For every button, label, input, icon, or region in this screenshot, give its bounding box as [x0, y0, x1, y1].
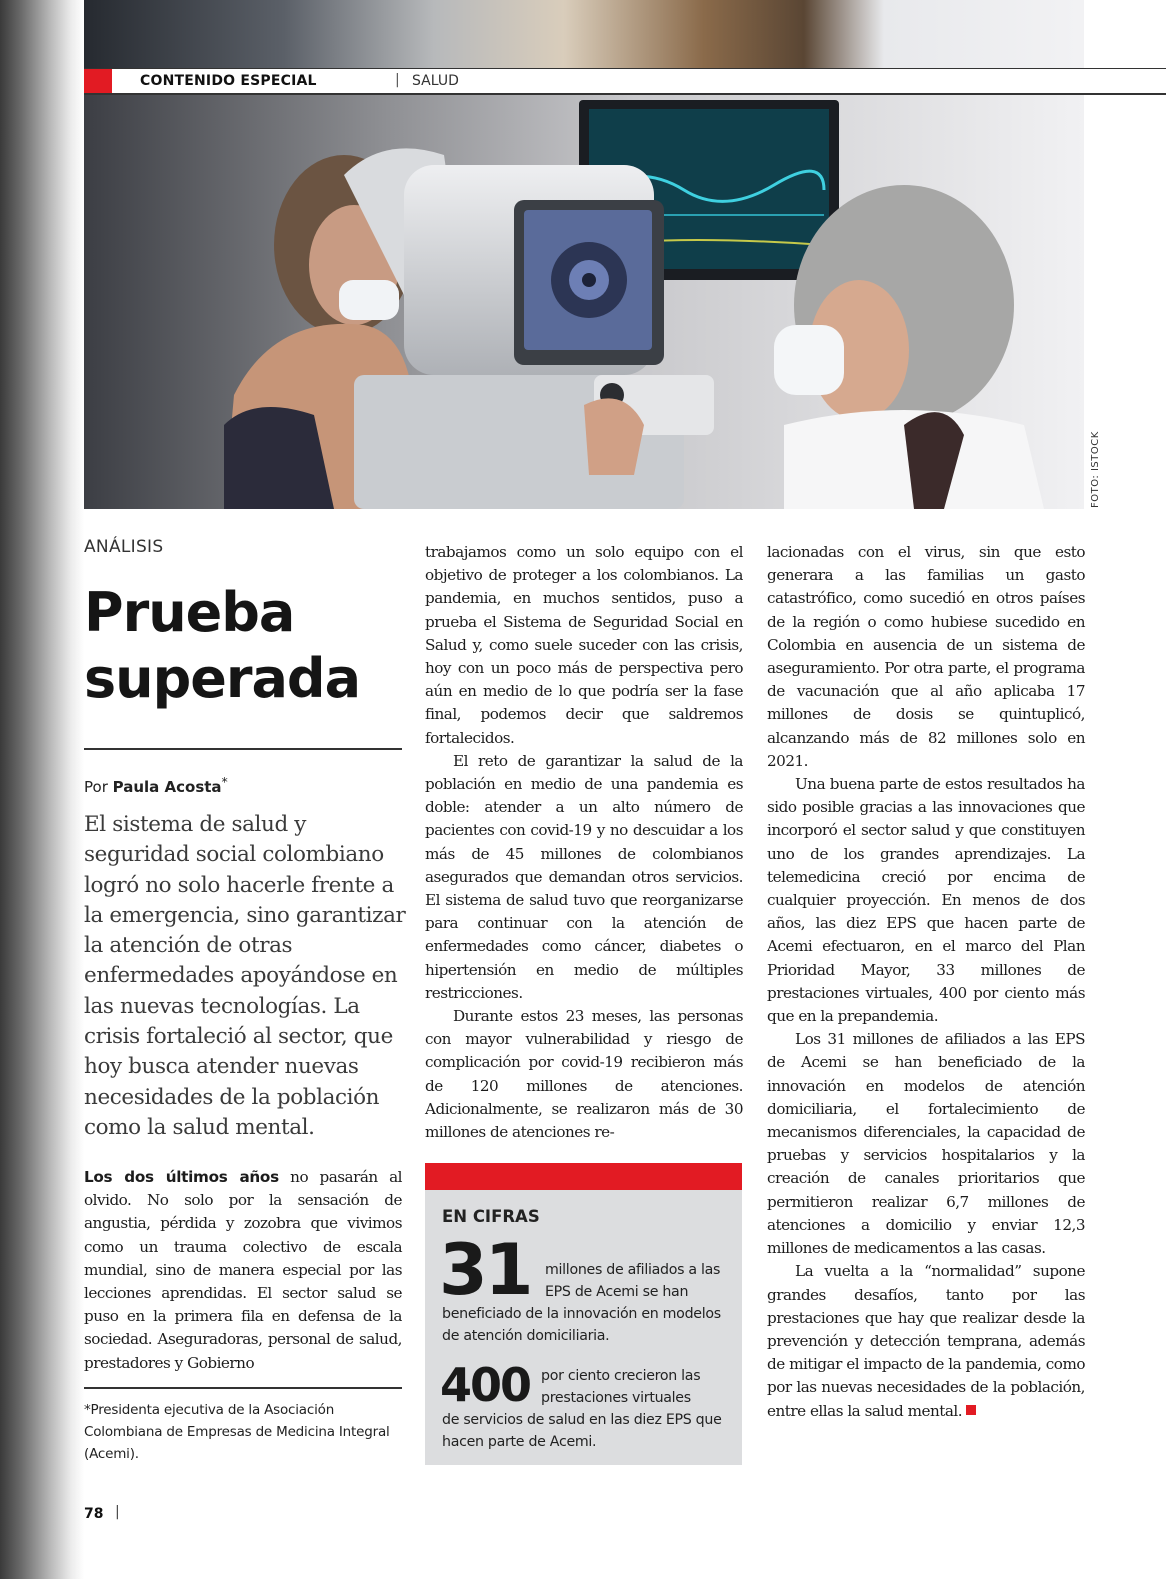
article-title — [84, 580, 414, 712]
byline — [84, 774, 228, 796]
photo-credit: FOTO: ISTOCK — [1090, 431, 1101, 508]
title-line-1: Prueba — [84, 581, 295, 644]
section-red-marker — [84, 69, 112, 93]
paragraph-1-text: no pasarán al olvido. No solo por la sensación de angustia, pérdida y zozobra que vivimos como un trauma colectivo de escala mundial, sino de manera especial por las lecciones aprendidas. El sector salud se puso en la primera fila en defensa de la sociedad. Aseguradoras, personal de salud, prestadores y Gobierno — [84, 1168, 402, 1372]
author-footnote-mark: * — [221, 774, 228, 789]
eye-exam-illustration — [84, 95, 1084, 509]
section-separator: | — [395, 72, 400, 88]
paragraph-1-continued: trabajamos como un solo equipo con el objetivo de proteger a los colombianos. La pandemia, en muchos sentidos, puso a prueba el Sistema de Seguridad Social en Salud y, como suele suceder con las crisis, hoy con un poco más de perspectiva pero aún en medio de lo que podría ser la fase final, podemos decir que saldremos fortalecidos. — [425, 543, 743, 747]
figure-2-text-b: de servicios de salud en las diez EPS que hacen parte de Acemi. — [442, 1412, 722, 1450]
page-number: 78 — [84, 1506, 104, 1522]
paragraph-1 — [84, 1166, 402, 1375]
binding-shadow — [0, 0, 84, 1579]
paragraph-3: Durante estos 23 meses, las personas con mayor vulnerabilidad y riesgo de complicación por covid-19 recibieron más de 120 millones de atenciones. Adicionalmente, se realizaron más de 30 millones de atenciones re- — [425, 1007, 743, 1142]
subsection-label: SALUD — [412, 73, 459, 89]
page-number-separator: | — [115, 1504, 120, 1520]
author-footnote: *Presidenta ejecutiva de la Asociación Colombiana de Empresas de Medicina Integral (Acemi). — [84, 1402, 390, 1462]
paragraph-6 — [767, 1260, 1085, 1422]
figures-box-title: EN CIFRAS — [442, 1207, 540, 1226]
figure-1-text-a: millones de afiliados a las EPS de Acemi se han — [545, 1262, 721, 1300]
figure-1-number: 31 — [439, 1229, 531, 1311]
footnote-divider — [84, 1387, 402, 1389]
body-column-1 — [84, 1166, 402, 1375]
title-line-2: superada — [84, 647, 361, 710]
end-of-article-mark — [966, 1405, 976, 1415]
paragraph-4: Una buena parte de estos resultados ha sido posible gracias a las innovaciones que incorporó el sector salud y que constituyen uno de los grandes aprendizajes. La telemedicina creció por encima de cualquier proyección. En menos de dos años, las diez EPS que hacen parte de Acemi efectuaron, en el marco del Plan Prioridad Mayor, 33 millones de prestaciones virtuales, 400 por ciento más que en la prepandemia. — [767, 775, 1085, 1026]
title-divider — [84, 748, 402, 750]
paragraph-3-continued: lacionadas con el virus, sin que esto generara a las familias un gasto catastrófico, como sucedió en otros países de la región o como hubiese sucedido en Colombia en ausencia de un sistema de aseguramiento. Por otra parte, el programa de vacunación que al año aplicaba 17 millones de dosis se quintuplicó, alcanzando más de 82 millones solo en 2021. — [767, 543, 1085, 770]
figures-box — [425, 1163, 742, 1465]
paragraph-5: Los 31 millones de afiliados a las EPS de Acemi se han beneficiado de la innovación en modelos de atención domiciliaria, el fortalecimiento de mecanismos diferenciales, la capacidad de pruebas y servicios hospitalarios y la creación de canales prioritarios que permitieron realizar 6,7 millones de atenciones a domicilio y enviar 12,3 millones de medicamentos a las casas. — [767, 1030, 1085, 1258]
figure-2-number: 400 — [440, 1358, 531, 1412]
section-label: CONTENIDO ESPECIAL — [140, 73, 317, 89]
figures-box-red-bar — [425, 1163, 742, 1190]
figure-2-text-a: por ciento crecieron las prestaciones virtuales — [541, 1368, 701, 1406]
previous-photo-strip — [84, 0, 1084, 68]
article-kicker: ANÁLISIS — [84, 537, 164, 557]
paragraph-1-bold-opening: Los dos últimos años — [84, 1168, 279, 1186]
author-name: Paula Acosta — [112, 778, 222, 796]
body-column-3 — [767, 541, 1085, 1423]
paragraph-6-text: La vuelta a la “normalidad” supone grandes desafíos, tanto por las prestaciones que hay que realizar desde la prevención y detección temprana, además de mitigar el impacto de la pandemia, como por las nuevas necesidades de la población, entre ellas la salud mental. — [767, 1262, 1085, 1420]
figure-1-text-b: beneficiado de la innovación en modelos de atención domiciliaria. — [442, 1306, 721, 1344]
article-photo — [84, 95, 1084, 509]
section-header — [84, 68, 1166, 95]
body-column-2 — [425, 541, 743, 1144]
article-lead: El sistema de salud y seguridad social colombiano logró no solo hacerle frente a la emergencia, sino garantizar la atención de otras enfermedades apoyándose en las nuevas tecnologías. La crisis fortaleció al sector, que hoy busca atender nuevas necesidades de la población como la salud mental. — [84, 812, 406, 1140]
byline-prefix: Por — [84, 778, 108, 796]
paragraph-2: El reto de garantizar la salud de la población en medio de una pandemia es doble: atender a un alto número de pacientes con covid-19 y no descuidar a los más de 45 millones de colombianos asegurados que demandan otros servicios. El sistema de salud tuvo que reorganizarse para continuar con la atención de enfermedades como cáncer, diabetes o hipertensión en medio de múltiples restricciones. — [425, 751, 743, 1002]
